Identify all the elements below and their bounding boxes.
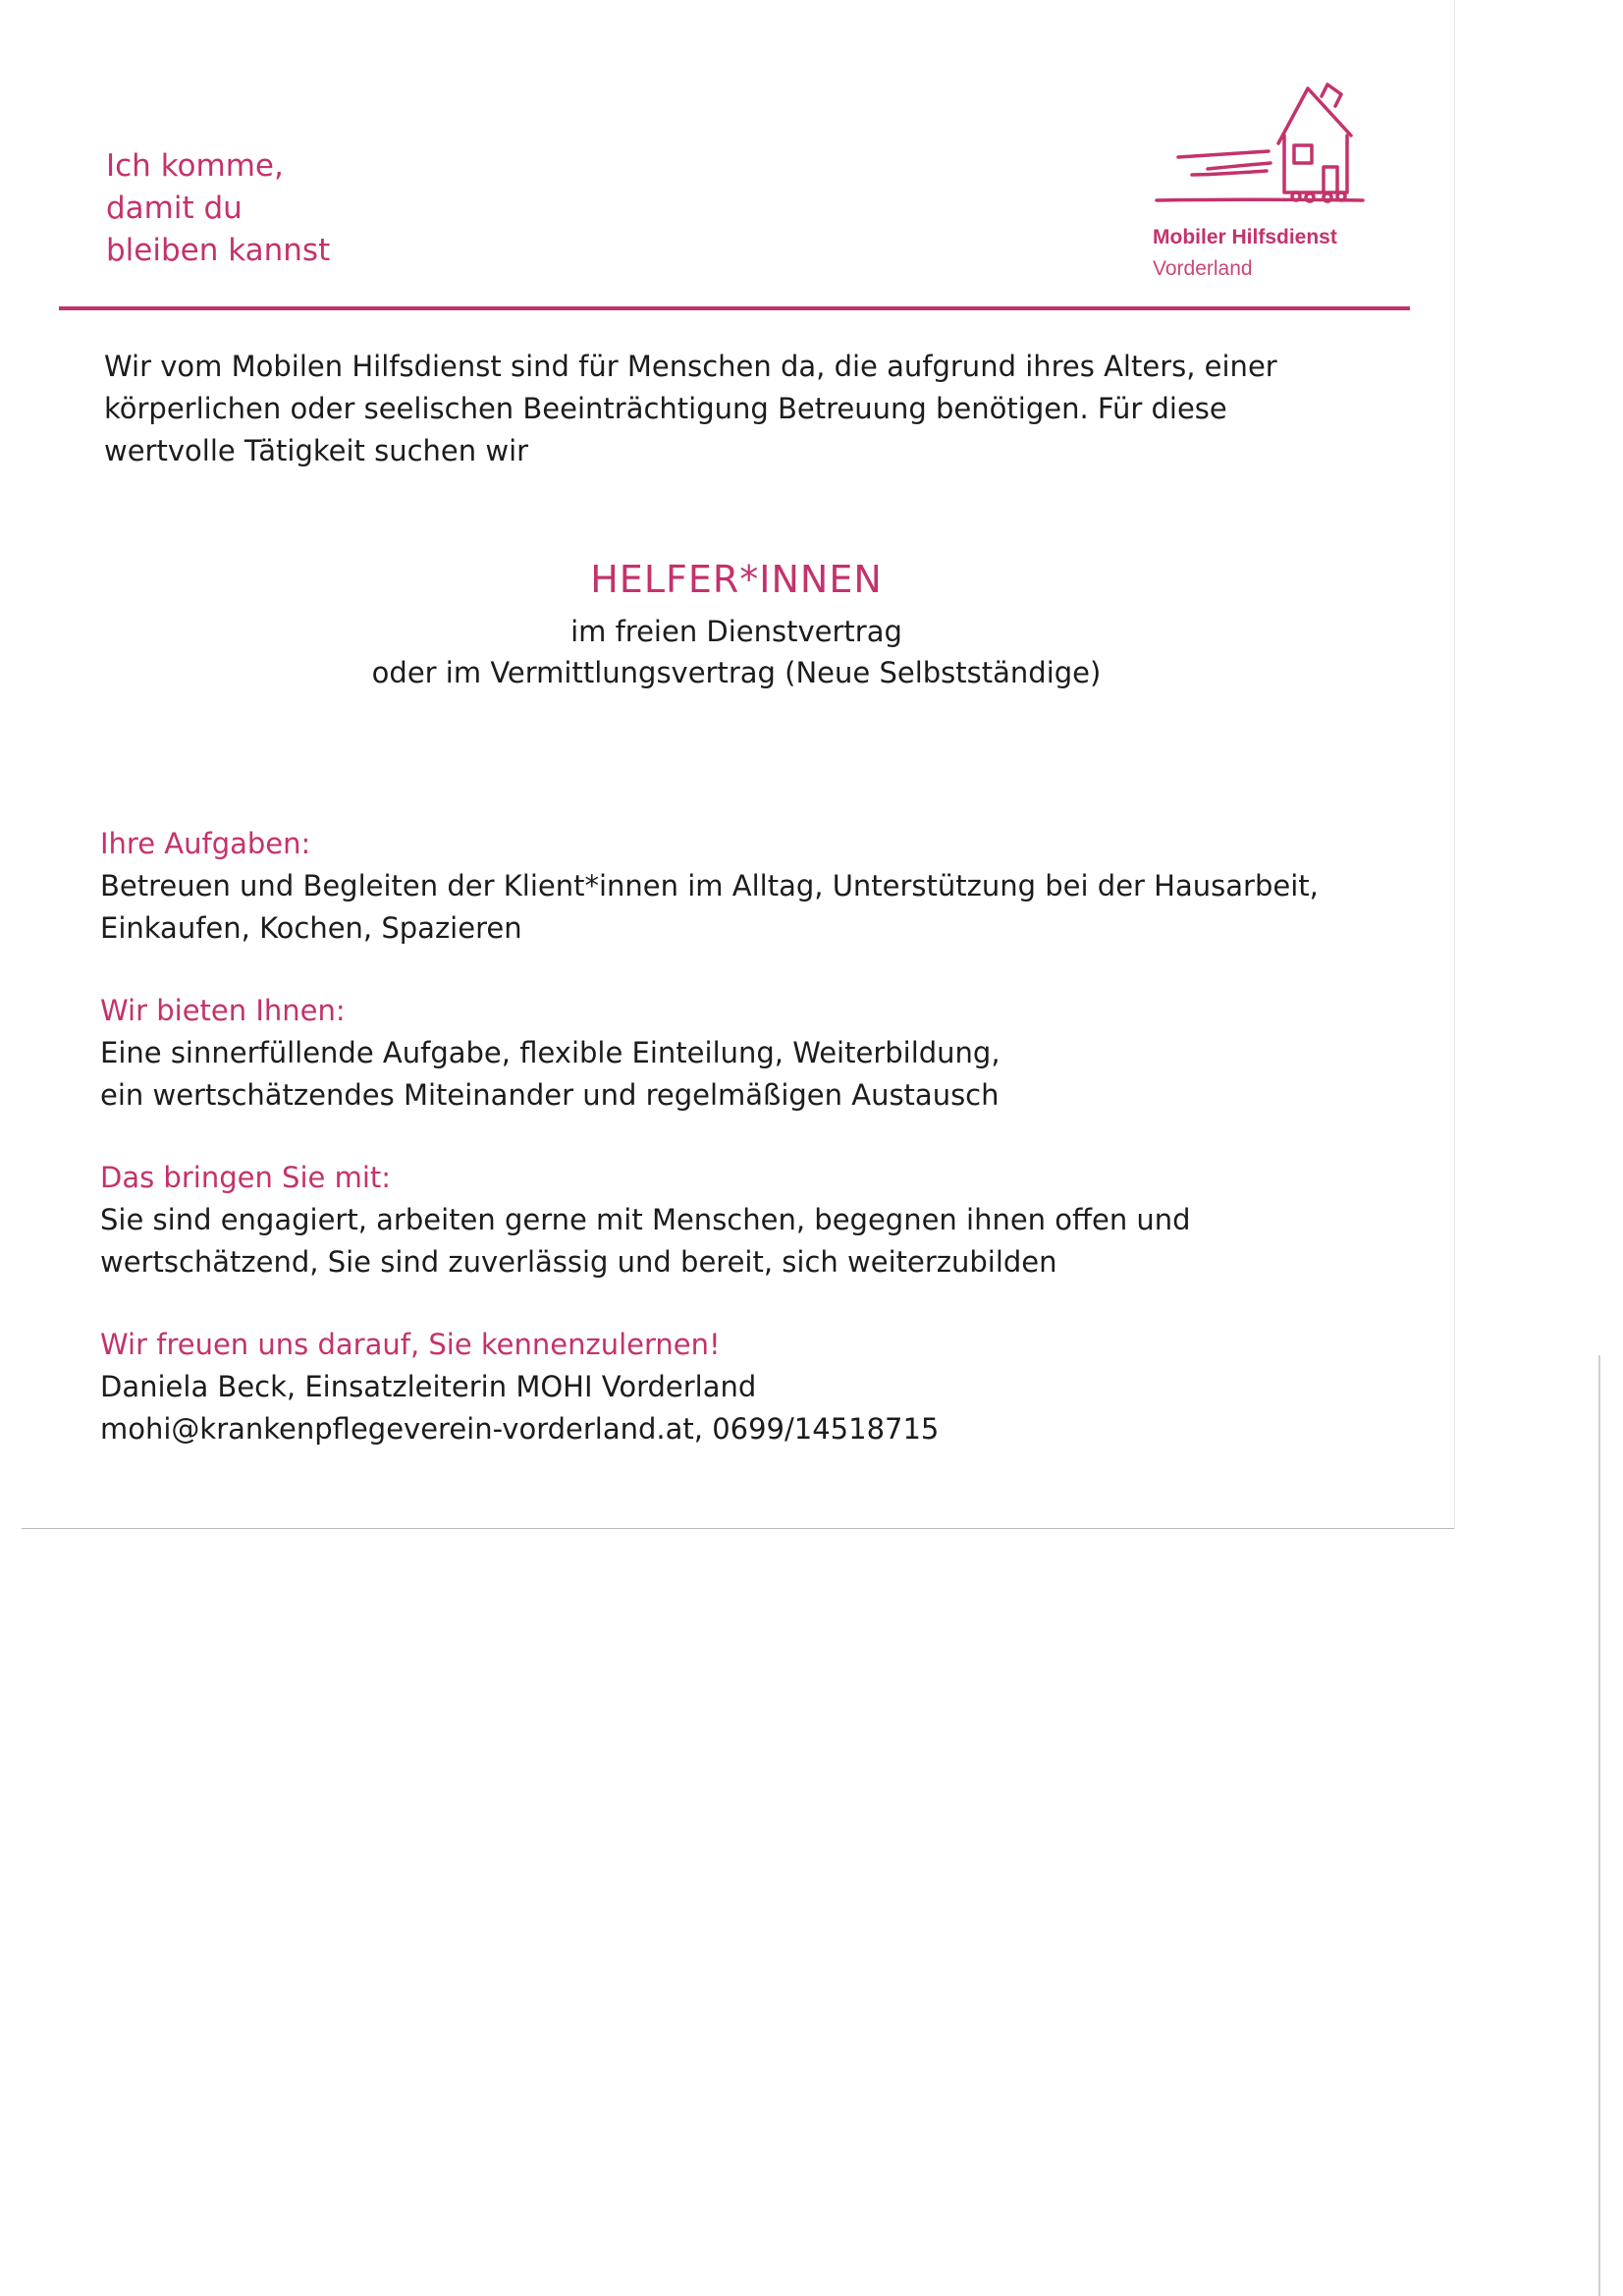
header-divider [59,306,1410,310]
cut-line [22,1528,1455,1529]
intro-line: wertvolle Tätigkeit suchen wir [104,434,529,467]
section-line: Einkaufen, Kochen, Spazieren [100,911,522,945]
intro-paragraph [104,346,1380,472]
section-line: ein wertschätzendes Miteinander und regelmäßigen Austausch [100,1078,1000,1112]
section-label: Das bringen Sie mit: [100,1161,392,1194]
contact-person: Daniela Beck, Einsatzleiterin MOHI Vorderland [100,1370,757,1403]
intro-line: Wir vom Mobilen Hilfsdienst sind für Menschen da, die aufgrund ihres Alters, einer [104,350,1277,383]
section-line: Sie sind engagiert, arbeiten gerne mit Menschen, begegnen ihnen offen und [100,1203,1191,1236]
logo-region: Vorderland [1153,257,1253,280]
logo-name: Mobiler Hilfsdienst [1153,226,1337,248]
contract-type-line: im freien Dienstvertrag [570,615,902,648]
section-line: wertschätzend, Sie sind zuverlässig und bereit, sich weiterzubilden [100,1245,1057,1279]
section-line: Betreuen und Begleiten der Klient*innen im Alltag, Unterstützung bei der Hausarbeit, [100,869,1319,902]
contact-details: mohi@krankenpflegeverein-vorderland.at, 0699/14518715 [100,1412,940,1446]
section-body [100,1366,1435,1450]
tagline-line: damit du [106,191,243,226]
section-tasks [100,823,1435,950]
section-requirements [100,1157,1435,1284]
tagline-line: bleiben kannst [106,233,331,268]
section-contact [100,1324,1435,1450]
section-body [100,1199,1435,1284]
job-title: HELFER*INNEN [590,558,883,601]
section-label: Wir freuen uns darauf, Sie kennenzulernen! [100,1328,721,1361]
flyer-edge [1454,0,1455,1529]
tagline-line: Ich komme, [106,148,284,184]
house-icon [1149,71,1375,218]
contract-type-line: oder im Vermittlungsvertrag (Neue Selbstständige) [371,656,1102,689]
section-offer [100,990,1435,1117]
section-body [100,1032,1435,1117]
intro-line: körperlichen oder seelischen Beeinträchtigung Betreuung benötigen. Für diese [104,392,1227,425]
section-line: Eine sinnerfüllende Aufgabe, flexible Einteilung, Weiterbildung, [100,1036,1001,1069]
tagline [106,145,330,272]
section-label: Ihre Aufgaben: [100,827,311,860]
section-label: Wir bieten Ihnen: [100,994,346,1027]
section-body [100,865,1435,950]
scan-edge [1598,1355,1600,2296]
